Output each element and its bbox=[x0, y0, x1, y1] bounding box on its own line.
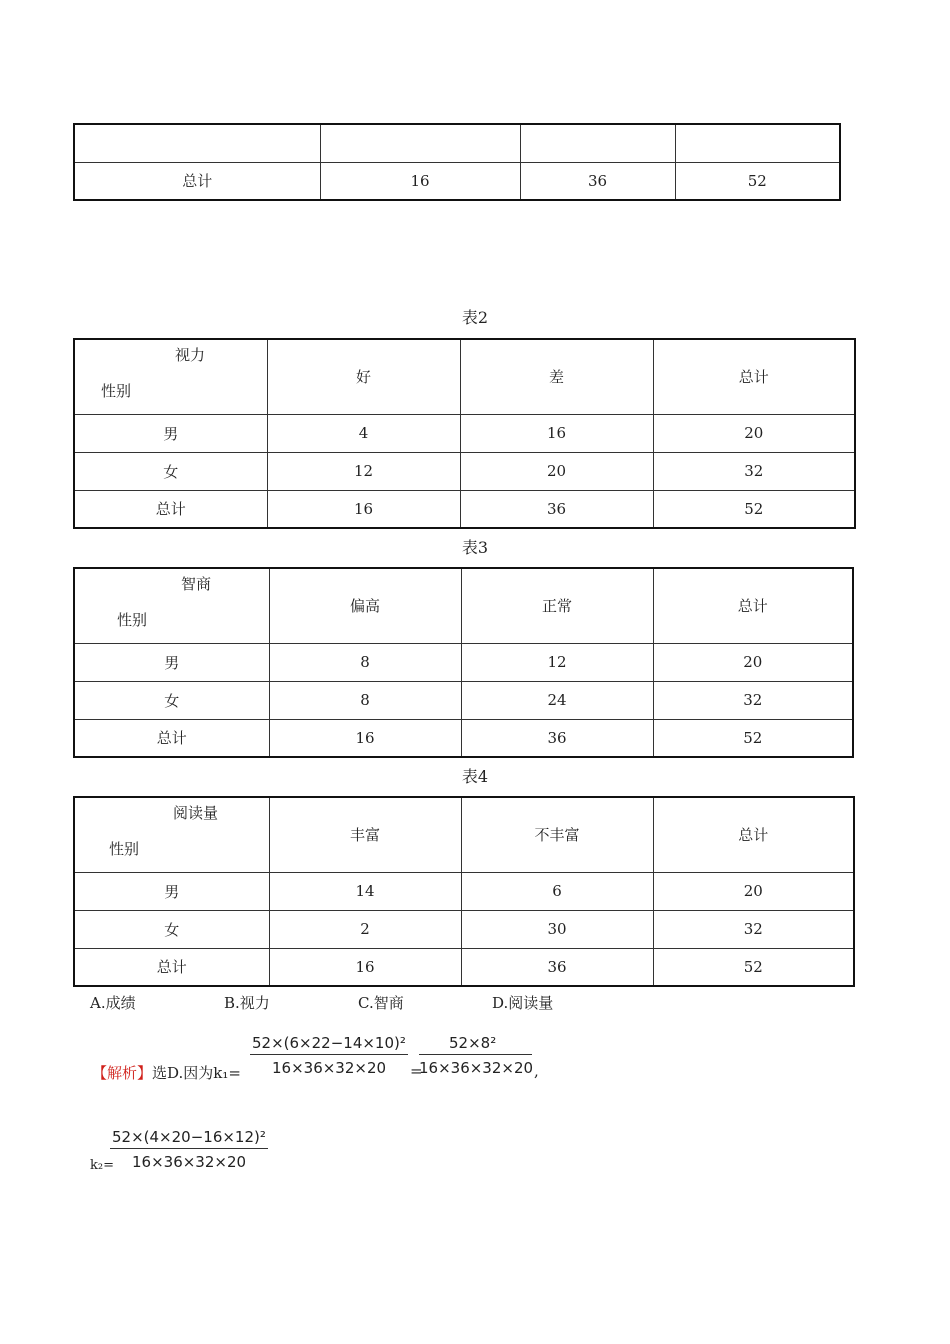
table-cell: 20 bbox=[460, 452, 653, 490]
column-header: 总计 bbox=[653, 339, 855, 414]
table-cell: 16 bbox=[269, 719, 461, 757]
table-cell: 16 bbox=[269, 948, 461, 986]
table-header-row bbox=[74, 568, 853, 643]
diagonal-header-cell bbox=[74, 568, 269, 643]
table-cell: 4 bbox=[267, 414, 460, 452]
column-header: 好 bbox=[267, 339, 460, 414]
header-bottom-label: 性别 bbox=[109, 840, 140, 858]
table-row bbox=[74, 414, 855, 452]
header-bottom-label: 性别 bbox=[117, 611, 148, 629]
table-cell bbox=[675, 124, 840, 162]
row-label: 总计 bbox=[74, 490, 267, 528]
table-row bbox=[74, 452, 855, 490]
table-caption: 表3 bbox=[461, 538, 489, 557]
answer-options bbox=[90, 992, 553, 1013]
header-top-label: 视力 bbox=[175, 346, 206, 364]
table-cell bbox=[74, 124, 320, 162]
fraction-denominator: 16×36×32×20 bbox=[272, 1059, 387, 1077]
table-cell: 32 bbox=[653, 452, 855, 490]
table-cell: 16 bbox=[320, 162, 520, 200]
option-b: B.视力 bbox=[224, 994, 270, 1012]
analysis-lead: 选D.因为k₁= bbox=[152, 1064, 241, 1082]
fraction-numerator: 52×(4×20−16×12)² bbox=[110, 1128, 268, 1149]
table-cell: 20 bbox=[653, 414, 855, 452]
table-row bbox=[74, 719, 853, 757]
table-cell: 12 bbox=[267, 452, 460, 490]
header-top-label: 智商 bbox=[181, 575, 212, 593]
table-cell: 36 bbox=[461, 948, 653, 986]
diagonal-header-cell bbox=[74, 339, 267, 414]
fraction-denominator: 16×36×32×20 bbox=[419, 1059, 534, 1077]
table-cell: 36 bbox=[460, 490, 653, 528]
header-bottom-label: 性别 bbox=[101, 382, 132, 400]
row-label: 男 bbox=[74, 872, 269, 910]
column-header: 丰富 bbox=[269, 797, 461, 872]
row-label: 男 bbox=[74, 643, 269, 681]
table-cell: 2 bbox=[269, 910, 461, 948]
table-row bbox=[74, 162, 840, 200]
diagonal-header-cell bbox=[74, 797, 269, 872]
analysis-tag: 【解析】 bbox=[92, 1064, 153, 1082]
table-cell: 30 bbox=[461, 910, 653, 948]
table-cell: 总计 bbox=[74, 162, 320, 200]
fraction-k1-simplified bbox=[419, 1034, 532, 1077]
row-label: 男 bbox=[74, 414, 267, 452]
table-cell: 36 bbox=[520, 162, 675, 200]
table-header-row bbox=[74, 339, 855, 414]
row-label: 女 bbox=[74, 681, 269, 719]
table-row bbox=[74, 681, 853, 719]
table-row bbox=[74, 948, 854, 986]
table-cell: 20 bbox=[653, 872, 854, 910]
table-cell: 52 bbox=[675, 162, 840, 200]
table-caption: 表4 bbox=[461, 767, 489, 786]
table-cell: 24 bbox=[461, 681, 653, 719]
table-3 bbox=[73, 567, 854, 758]
column-header: 偏高 bbox=[269, 568, 461, 643]
analysis-line bbox=[92, 1062, 241, 1083]
table-cell: 12 bbox=[461, 643, 653, 681]
k2-label: k₂= bbox=[90, 1158, 114, 1173]
table-4 bbox=[73, 796, 855, 987]
option-a: A.成绩 bbox=[90, 994, 136, 1012]
table-1 bbox=[73, 123, 841, 201]
table-cell: 14 bbox=[269, 872, 461, 910]
table-cell: 8 bbox=[269, 643, 461, 681]
table-caption: 表2 bbox=[461, 308, 489, 327]
fraction-denominator: 16×36×32×20 bbox=[132, 1153, 247, 1171]
table-cell bbox=[320, 124, 520, 162]
table-cell bbox=[520, 124, 675, 162]
table-cell: 52 bbox=[653, 490, 855, 528]
table-row bbox=[74, 124, 840, 162]
row-label: 女 bbox=[74, 910, 269, 948]
table-header-row bbox=[74, 797, 854, 872]
option-c: C.智商 bbox=[358, 994, 404, 1012]
table-row bbox=[74, 643, 853, 681]
table-cell: 16 bbox=[460, 414, 653, 452]
table-2 bbox=[73, 338, 856, 529]
row-label: 女 bbox=[74, 452, 267, 490]
fraction-numerator: 52×(6×22−14×10)² bbox=[250, 1034, 408, 1055]
equals-sign: = bbox=[410, 1062, 423, 1080]
column-header: 正常 bbox=[461, 568, 653, 643]
table-cell: 52 bbox=[653, 948, 854, 986]
table-row bbox=[74, 872, 854, 910]
table-cell: 16 bbox=[267, 490, 460, 528]
header-top-label: 阅读量 bbox=[173, 804, 219, 822]
row-label: 总计 bbox=[74, 719, 269, 757]
comma: , bbox=[534, 1062, 539, 1080]
table-cell: 8 bbox=[269, 681, 461, 719]
column-header: 总计 bbox=[653, 797, 854, 872]
table-cell: 36 bbox=[461, 719, 653, 757]
row-label: 总计 bbox=[74, 948, 269, 986]
fraction-k1 bbox=[250, 1034, 408, 1077]
table-cell: 52 bbox=[653, 719, 853, 757]
fraction-numerator: 52×8² bbox=[419, 1034, 532, 1055]
option-d: D.阅读量 bbox=[492, 994, 554, 1012]
table-cell: 20 bbox=[653, 643, 853, 681]
fraction-k2 bbox=[110, 1128, 268, 1171]
table-cell: 6 bbox=[461, 872, 653, 910]
table-row bbox=[74, 490, 855, 528]
table-cell: 32 bbox=[653, 910, 854, 948]
column-header: 差 bbox=[460, 339, 653, 414]
table-cell: 32 bbox=[653, 681, 853, 719]
column-header: 不丰富 bbox=[461, 797, 653, 872]
table-row bbox=[74, 910, 854, 948]
column-header: 总计 bbox=[653, 568, 853, 643]
